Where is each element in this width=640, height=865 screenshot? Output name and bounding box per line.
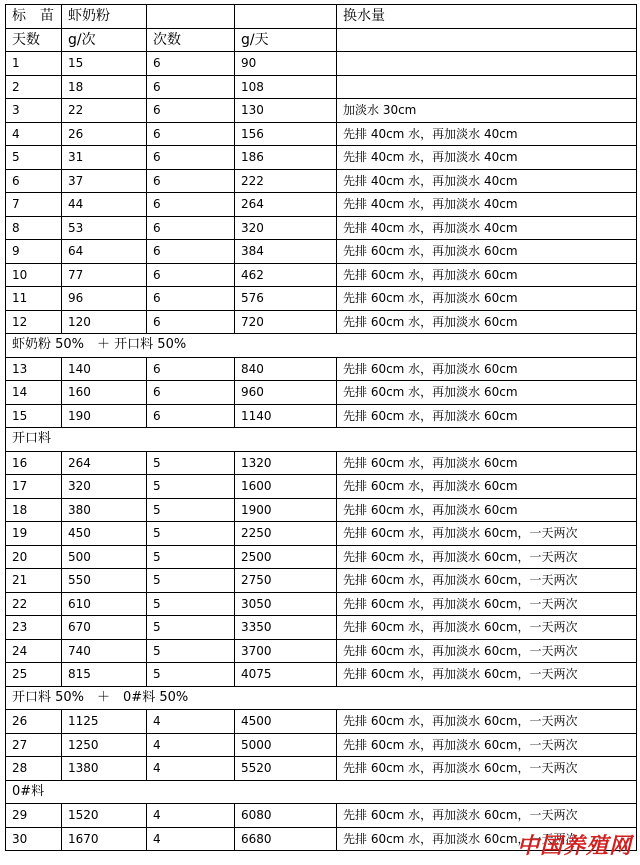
times-cell: 4 <box>147 733 235 757</box>
section-row <box>6 334 637 358</box>
grams-per-feed-cell: 550 <box>62 569 147 593</box>
header-empty-1 <box>147 5 235 29</box>
day-cell: 3 <box>6 99 62 123</box>
grams-per-day-cell: 90 <box>235 52 337 76</box>
grams-per-feed-cell: 18 <box>62 75 147 99</box>
table-row <box>6 639 637 663</box>
water-exchange-cell: 先排 40cm 水，再加淡水 40cm <box>337 216 637 240</box>
day-cell: 13 <box>6 357 62 381</box>
header-days: 天数 <box>6 28 62 52</box>
table-row <box>6 804 637 828</box>
water-exchange-cell: 先排 60cm 水，再加淡水 60cm <box>337 381 637 405</box>
times-cell: 5 <box>147 475 235 499</box>
day-cell: 28 <box>6 757 62 781</box>
grams-per-day-cell: 1140 <box>235 404 337 428</box>
table-row <box>6 146 637 170</box>
section-row <box>6 686 637 710</box>
table-row <box>6 310 637 334</box>
water-exchange-cell: 先排 60cm 水，再加淡水 60cm，一天两次 <box>337 804 637 828</box>
grams-per-day-cell: 2750 <box>235 569 337 593</box>
times-cell: 4 <box>147 710 235 734</box>
day-cell: 19 <box>6 522 62 546</box>
table-row <box>6 357 637 381</box>
table-row <box>6 616 637 640</box>
grams-per-day-cell: 108 <box>235 75 337 99</box>
grams-per-day-cell: 2500 <box>235 545 337 569</box>
grams-per-feed-cell: 610 <box>62 592 147 616</box>
day-cell: 25 <box>6 663 62 687</box>
water-exchange-cell: 先排 60cm 水，再加淡水 60cm，一天两次 <box>337 733 637 757</box>
water-exchange-cell: 先排 60cm 水，再加淡水 60cm，一天两次 <box>337 569 637 593</box>
times-cell: 5 <box>147 451 235 475</box>
grams-per-feed-cell: 31 <box>62 146 147 170</box>
table-row <box>6 263 637 287</box>
table-row <box>6 757 637 781</box>
table-row <box>6 592 637 616</box>
header-shrimp-milk-powder: 虾奶粉 <box>62 5 147 29</box>
grams-per-day-cell: 1600 <box>235 475 337 499</box>
table-row <box>6 240 637 264</box>
grams-per-feed-cell: 120 <box>62 310 147 334</box>
water-exchange-cell: 先排 60cm 水，再加淡水 60cm <box>337 287 637 311</box>
grams-per-day-cell: 6680 <box>235 827 337 851</box>
water-exchange-cell: 先排 60cm 水，再加淡水 60cm <box>337 357 637 381</box>
times-cell: 6 <box>147 193 235 217</box>
water-exchange-cell: 先排 60cm 水，再加淡水 60cm <box>337 310 637 334</box>
table-row <box>6 663 637 687</box>
grams-per-day-cell: 3050 <box>235 592 337 616</box>
day-cell: 12 <box>6 310 62 334</box>
table-row <box>6 710 637 734</box>
day-cell: 6 <box>6 169 62 193</box>
table-row <box>6 451 637 475</box>
times-cell: 4 <box>147 757 235 781</box>
day-cell: 10 <box>6 263 62 287</box>
times-cell: 5 <box>147 545 235 569</box>
grams-per-feed-cell: 15 <box>62 52 147 76</box>
times-cell: 5 <box>147 616 235 640</box>
table-body <box>6 5 637 851</box>
day-cell: 9 <box>6 240 62 264</box>
header-water-exchange: 换水量 <box>337 5 637 29</box>
grams-per-day-cell: 5520 <box>235 757 337 781</box>
table-row <box>6 99 637 123</box>
grams-per-feed-cell: 26 <box>62 122 147 146</box>
header-seedling: 标 苗 <box>6 5 62 29</box>
day-cell: 2 <box>6 75 62 99</box>
watermark-logo <box>517 835 632 857</box>
grams-per-day-cell: 3350 <box>235 616 337 640</box>
grams-per-feed-cell: 190 <box>62 404 147 428</box>
times-cell: 6 <box>147 99 235 123</box>
table-row <box>6 193 637 217</box>
day-cell: 5 <box>6 146 62 170</box>
table-row <box>6 381 637 405</box>
times-cell: 5 <box>147 663 235 687</box>
day-cell: 14 <box>6 381 62 405</box>
grams-per-feed-cell: 64 <box>62 240 147 264</box>
grams-per-day-cell: 264 <box>235 193 337 217</box>
times-cell: 6 <box>147 310 235 334</box>
day-cell: 21 <box>6 569 62 593</box>
header-empty-2 <box>235 5 337 29</box>
water-exchange-cell: 先排 60cm 水，再加淡水 60cm，一天两次 <box>337 616 637 640</box>
grams-per-day-cell: 3700 <box>235 639 337 663</box>
water-exchange-cell: 先排 40cm 水，再加淡水 40cm <box>337 146 637 170</box>
grams-per-day-cell: 4075 <box>235 663 337 687</box>
water-exchange-cell: 先排 60cm 水，再加淡水 60cm，一天两次 <box>337 710 637 734</box>
grams-per-feed-cell: 264 <box>62 451 147 475</box>
times-cell: 6 <box>147 287 235 311</box>
times-cell: 6 <box>147 169 235 193</box>
grams-per-feed-cell: 53 <box>62 216 147 240</box>
water-exchange-cell: 先排 60cm 水，再加淡水 60cm <box>337 404 637 428</box>
water-exchange-cell: 先排 40cm 水，再加淡水 40cm <box>337 169 637 193</box>
water-exchange-cell <box>337 75 637 99</box>
grams-per-feed-cell: 815 <box>62 663 147 687</box>
day-cell: 27 <box>6 733 62 757</box>
grams-per-day-cell: 576 <box>235 287 337 311</box>
grams-per-feed-cell: 380 <box>62 498 147 522</box>
times-cell: 6 <box>147 404 235 428</box>
grams-per-day-cell: 6080 <box>235 804 337 828</box>
grams-per-feed-cell: 1670 <box>62 827 147 851</box>
day-cell: 22 <box>6 592 62 616</box>
table-row <box>6 522 637 546</box>
day-cell: 15 <box>6 404 62 428</box>
table-row <box>6 404 637 428</box>
water-exchange-cell: 加淡水 30cm <box>337 99 637 123</box>
times-cell: 5 <box>147 522 235 546</box>
table-row <box>6 569 637 593</box>
grams-per-feed-cell: 22 <box>62 99 147 123</box>
grams-per-day-cell: 222 <box>235 169 337 193</box>
times-cell: 5 <box>147 592 235 616</box>
table-row <box>6 216 637 240</box>
day-cell: 1 <box>6 52 62 76</box>
grams-per-feed-cell: 96 <box>62 287 147 311</box>
day-cell: 26 <box>6 710 62 734</box>
grams-per-day-cell: 1900 <box>235 498 337 522</box>
times-cell: 6 <box>147 146 235 170</box>
feeding-schedule-table <box>5 4 637 851</box>
water-exchange-cell: 先排 60cm 水，再加淡水 60cm <box>337 475 637 499</box>
water-exchange-cell: 先排 60cm 水，再加淡水 60cm <box>337 263 637 287</box>
grams-per-day-cell: 960 <box>235 381 337 405</box>
section-title: 开口料 50% ＋ 0#料 50% <box>6 686 637 710</box>
day-cell: 11 <box>6 287 62 311</box>
grams-per-day-cell: 462 <box>235 263 337 287</box>
grams-per-feed-cell: 1520 <box>62 804 147 828</box>
section-row <box>6 780 637 804</box>
day-cell: 20 <box>6 545 62 569</box>
grams-per-feed-cell: 320 <box>62 475 147 499</box>
water-exchange-cell: 先排 60cm 水，再加淡水 60cm，一天两次 <box>337 827 637 851</box>
times-cell: 6 <box>147 381 235 405</box>
times-cell: 6 <box>147 52 235 76</box>
grams-per-day-cell: 840 <box>235 357 337 381</box>
water-exchange-cell: 先排 60cm 水，再加淡水 60cm，一天两次 <box>337 545 637 569</box>
grams-per-day-cell: 2250 <box>235 522 337 546</box>
table-row <box>6 52 637 76</box>
table-row <box>6 475 637 499</box>
grams-per-feed-cell: 500 <box>62 545 147 569</box>
day-cell: 8 <box>6 216 62 240</box>
grams-per-feed-cell: 37 <box>62 169 147 193</box>
grams-per-feed-cell: 1380 <box>62 757 147 781</box>
header-grams-per-day: g/天 <box>235 28 337 52</box>
day-cell: 17 <box>6 475 62 499</box>
times-cell: 6 <box>147 216 235 240</box>
grams-per-feed-cell: 140 <box>62 357 147 381</box>
times-cell: 4 <box>147 827 235 851</box>
grams-per-feed-cell: 450 <box>62 522 147 546</box>
grams-per-feed-cell: 740 <box>62 639 147 663</box>
times-cell: 6 <box>147 263 235 287</box>
water-exchange-cell: 先排 60cm 水，再加淡水 60cm <box>337 498 637 522</box>
day-cell: 18 <box>6 498 62 522</box>
times-cell: 5 <box>147 569 235 593</box>
water-exchange-cell: 先排 40cm 水，再加淡水 40cm <box>337 193 637 217</box>
grams-per-day-cell: 156 <box>235 122 337 146</box>
grams-per-day-cell: 384 <box>235 240 337 264</box>
times-cell: 4 <box>147 804 235 828</box>
grams-per-feed-cell: 77 <box>62 263 147 287</box>
table-row <box>6 75 637 99</box>
grams-per-feed-cell: 670 <box>62 616 147 640</box>
times-cell: 6 <box>147 75 235 99</box>
times-cell: 6 <box>147 240 235 264</box>
water-exchange-cell: 先排 40cm 水，再加淡水 40cm <box>337 122 637 146</box>
grams-per-day-cell: 4500 <box>235 710 337 734</box>
grams-per-feed-cell: 1125 <box>62 710 147 734</box>
header-grams-per-feed: g/次 <box>62 28 147 52</box>
grams-per-day-cell: 1320 <box>235 451 337 475</box>
day-cell: 4 <box>6 122 62 146</box>
day-cell: 30 <box>6 827 62 851</box>
grams-per-feed-cell: 44 <box>62 193 147 217</box>
grams-per-feed-cell: 160 <box>62 381 147 405</box>
section-title: 0#料 <box>6 780 637 804</box>
watermark-name: 中国养殖网 <box>516 833 632 859</box>
water-exchange-cell: 先排 60cm 水，再加淡水 60cm，一天两次 <box>337 663 637 687</box>
table-row <box>6 122 637 146</box>
times-cell: 5 <box>147 639 235 663</box>
header-empty-3 <box>337 28 637 52</box>
water-exchange-cell: 先排 60cm 水，再加淡水 60cm，一天两次 <box>337 592 637 616</box>
water-exchange-cell: 先排 60cm 水，再加淡水 60cm <box>337 451 637 475</box>
grams-per-day-cell: 5000 <box>235 733 337 757</box>
day-cell: 29 <box>6 804 62 828</box>
day-cell: 24 <box>6 639 62 663</box>
times-cell: 5 <box>147 498 235 522</box>
water-exchange-cell: 先排 60cm 水，再加淡水 60cm，一天两次 <box>337 522 637 546</box>
section-title: 虾奶粉 50% ＋ 开口料 50% <box>6 334 637 358</box>
section-title: 开口料 <box>6 428 637 452</box>
day-cell: 7 <box>6 193 62 217</box>
table-row <box>6 498 637 522</box>
grams-per-day-cell: 720 <box>235 310 337 334</box>
water-exchange-cell <box>337 52 637 76</box>
water-exchange-cell: 先排 60cm 水，再加淡水 60cm，一天两次 <box>337 757 637 781</box>
table-row <box>6 733 637 757</box>
grams-per-feed-cell: 1250 <box>62 733 147 757</box>
grams-per-day-cell: 320 <box>235 216 337 240</box>
section-row <box>6 428 637 452</box>
times-cell: 6 <box>147 357 235 381</box>
grams-per-day-cell: 130 <box>235 99 337 123</box>
day-cell: 16 <box>6 451 62 475</box>
table-row <box>6 169 637 193</box>
water-exchange-cell: 先排 60cm 水，再加淡水 60cm，一天两次 <box>337 639 637 663</box>
day-cell: 23 <box>6 616 62 640</box>
times-cell: 6 <box>147 122 235 146</box>
header-row-2 <box>6 28 637 52</box>
table-row <box>6 287 637 311</box>
grams-per-day-cell: 186 <box>235 146 337 170</box>
table-row <box>6 545 637 569</box>
header-times: 次数 <box>147 28 235 52</box>
header-row-1 <box>6 5 637 29</box>
water-exchange-cell: 先排 60cm 水，再加淡水 60cm <box>337 240 637 264</box>
